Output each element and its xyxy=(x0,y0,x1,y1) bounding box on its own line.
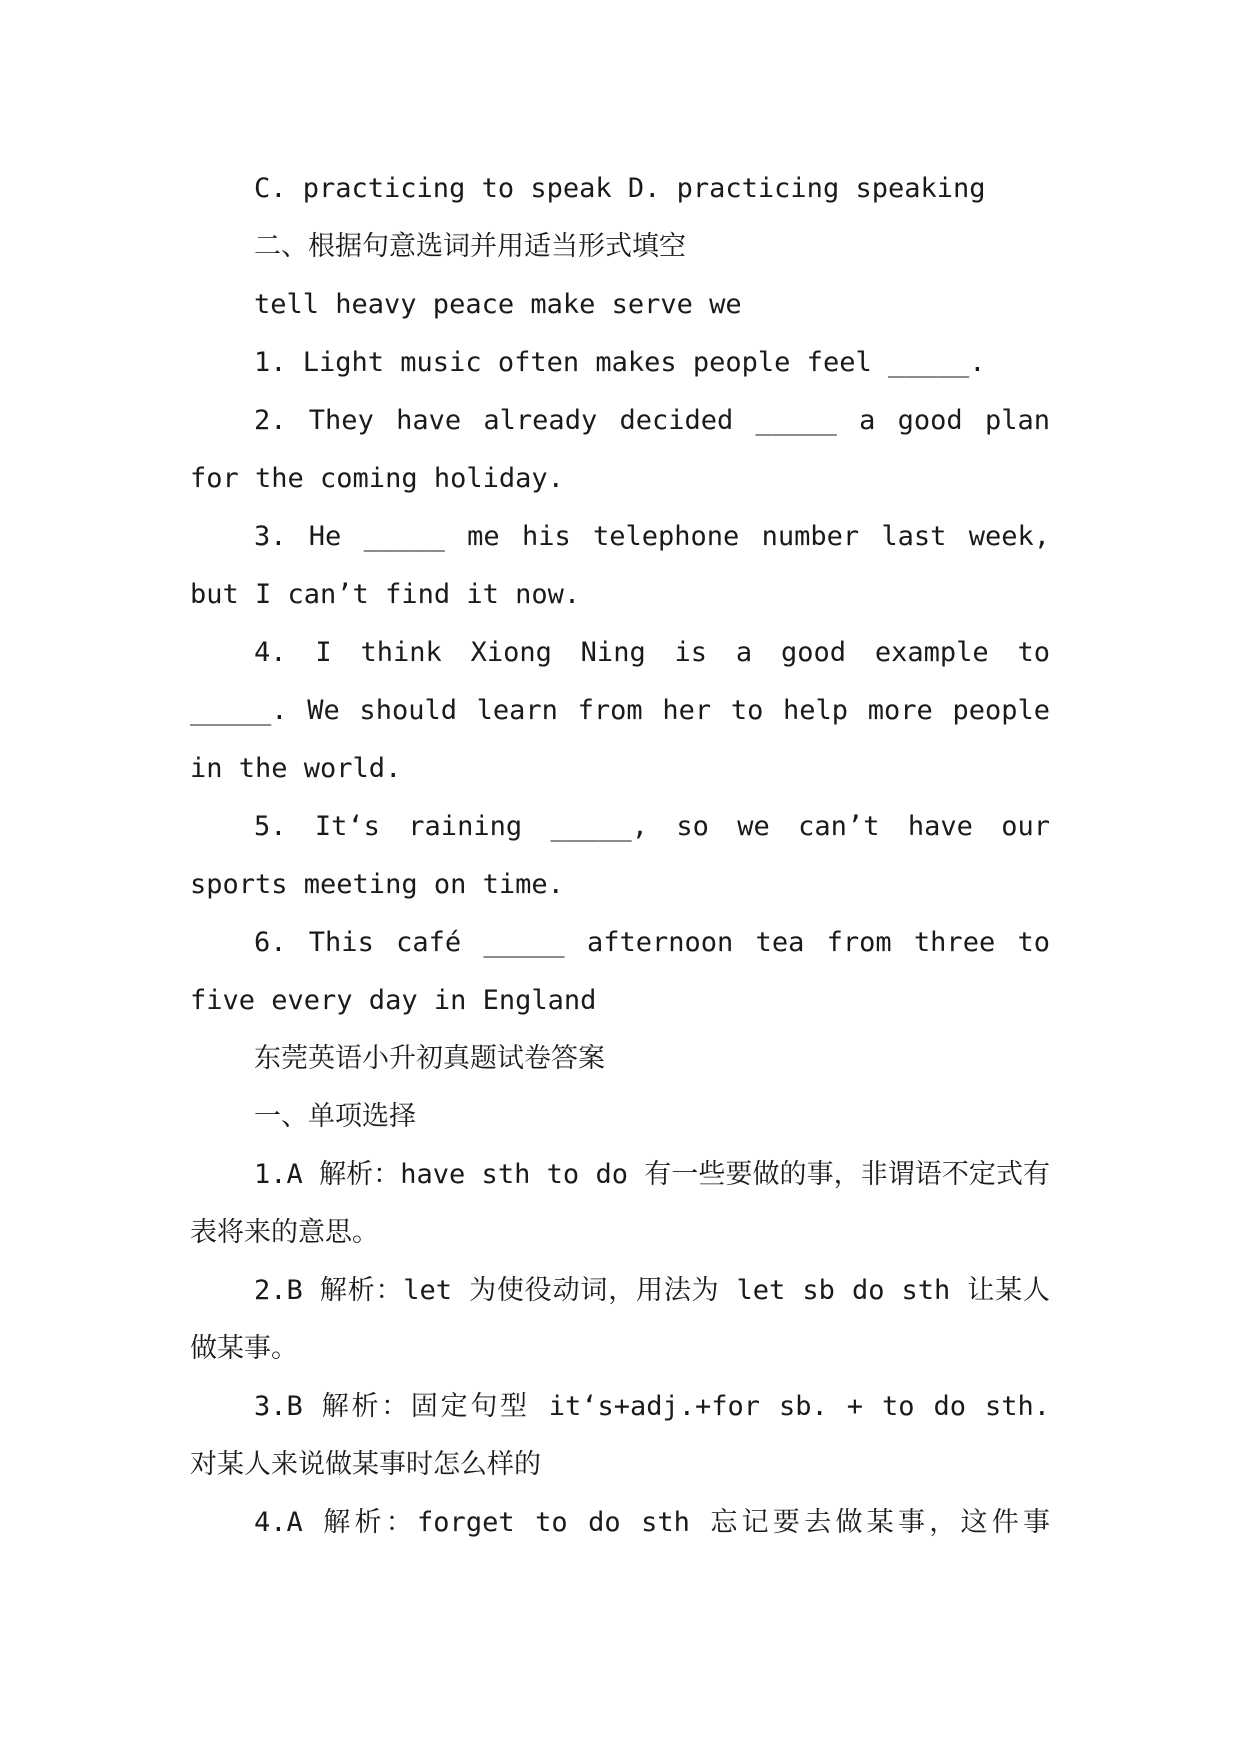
answer-2: 2.B 解析：let 为使役动词，用法为 let sb do sth 让某人做某事。 xyxy=(190,1275,1050,1364)
answer-4: 4.A 解析：forget to do sth 忘记要去做某事，这件事 xyxy=(254,1507,1050,1538)
question-3: 3. He _____ me his telephone number last week, but I can’t find it now. xyxy=(190,521,1050,610)
answer-1: 1.A 解析：have sth to do 有一些要做的事，非谓语不定式有表将来的意思。 xyxy=(190,1159,1050,1248)
word-bank: tell heavy peace make serve we xyxy=(254,289,742,320)
answer-3: 3.B 解析：固定句型 it‘s+adj.+for sb. + to do sth. 对某人来说做某事时怎么样的 xyxy=(190,1391,1050,1480)
answer-key-title: 东莞英语小升初真题试卷答案 xyxy=(254,1043,605,1074)
question-6: 6. This café _____ afternoon tea from three to five every day in England xyxy=(190,927,1050,1016)
question-5: 5. It‘s raining _____, so we can’t have our sports meeting on time. xyxy=(190,811,1050,900)
section-heading-fill-in: 二、根据句意选词并用适当形式填空 xyxy=(254,231,686,262)
question-2: 2. They have already decided _____ a good plan for the coming holiday. xyxy=(190,405,1050,494)
question-4: 4. I think Xiong Ning is a good example to _____. We should learn from her to help more people in the world. xyxy=(190,637,1050,784)
document-body xyxy=(190,160,1050,1552)
option-line-cd: C. practicing to speak D. practicing speaking xyxy=(254,173,986,204)
answer-section-heading: 一、单项选择 xyxy=(254,1101,416,1132)
question-1: 1. Light music often makes people feel _____. xyxy=(254,347,986,378)
